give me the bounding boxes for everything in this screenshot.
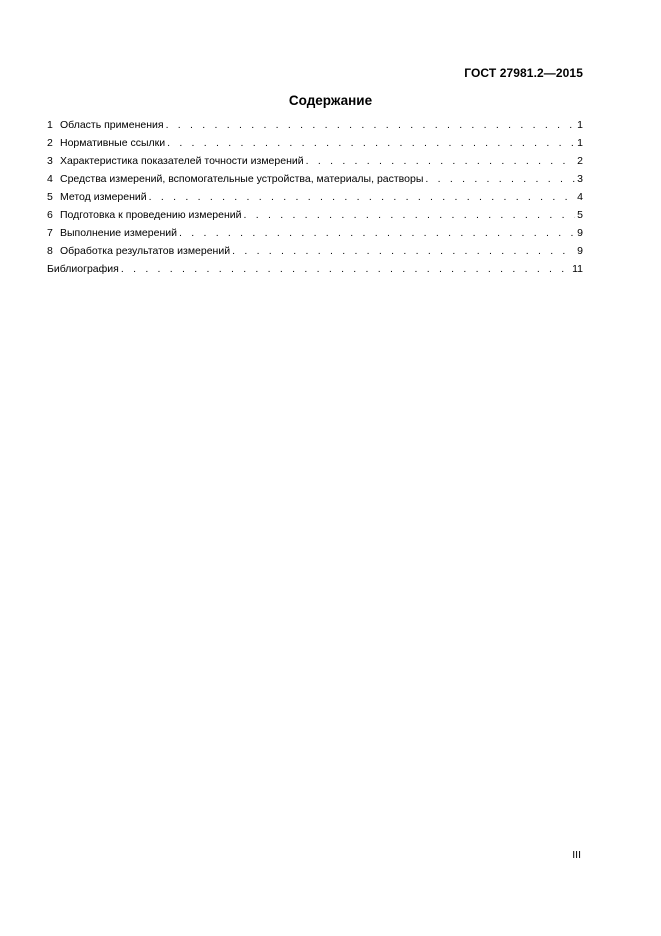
toc-item-title: Область применения <box>60 119 164 131</box>
table-of-contents <box>47 119 583 281</box>
dot-leader <box>425 173 575 185</box>
toc-item-page: 11 <box>572 263 583 275</box>
toc-item-number: 7 <box>47 227 53 239</box>
toc-item-page: 5 <box>577 209 583 221</box>
toc-item-preparation[interactable] <box>47 209 583 227</box>
toc-item-number: 2 <box>47 137 53 149</box>
toc-item-scope[interactable] <box>47 119 583 137</box>
toc-item-performing-measurements[interactable] <box>47 227 583 245</box>
toc-item-title: Подготовка к проведению измерений <box>60 209 242 221</box>
toc-item-number: 6 <box>47 209 53 221</box>
dot-leader <box>179 227 575 239</box>
toc-item-title: Нормативные ссылки <box>60 137 166 149</box>
toc-item-title: Обработка результатов измерений <box>60 245 231 257</box>
toc-item-title: Выполнение измерений <box>60 227 177 239</box>
toc-item-measurement-method[interactable] <box>47 191 583 209</box>
toc-item-measuring-instruments[interactable] <box>47 173 583 191</box>
toc-item-accuracy-characteristics[interactable] <box>47 155 583 173</box>
toc-item-page: 4 <box>577 191 583 203</box>
dot-leader <box>244 209 576 221</box>
toc-item-number: 5 <box>47 191 53 203</box>
toc-item-number: 1 <box>47 119 53 131</box>
toc-item-page: 1 <box>577 137 583 149</box>
toc-item-page: 9 <box>577 245 583 257</box>
dot-leader <box>232 245 575 257</box>
toc-title: Содержание <box>288 93 373 108</box>
dot-leader <box>166 119 576 131</box>
page-number: III <box>572 849 581 861</box>
toc-item-title: Метод измерений <box>60 191 147 203</box>
dot-leader <box>121 263 570 275</box>
toc-item-bibliography[interactable] <box>47 263 583 281</box>
toc-item-page: 1 <box>577 119 583 131</box>
toc-item-page: 2 <box>577 155 583 167</box>
dot-leader <box>306 155 576 167</box>
toc-item-title: Характеристика показателей точности измерений <box>60 155 304 167</box>
toc-item-title: Средства измерений, вспомогательные устройства, материалы, растворы <box>60 173 424 185</box>
toc-item-page: 9 <box>577 227 583 239</box>
toc-item-title: Библиография <box>47 263 119 275</box>
toc-item-normative-references[interactable] <box>47 137 583 155</box>
toc-item-number: 4 <box>47 173 53 185</box>
toc-item-page: 3 <box>577 173 583 185</box>
toc-item-number: 8 <box>47 245 53 257</box>
toc-item-number: 3 <box>47 155 53 167</box>
dot-leader <box>149 191 576 203</box>
toc-item-processing-results[interactable] <box>47 245 583 263</box>
dot-leader <box>167 137 575 149</box>
standard-code: ГОСТ 27981.2—2015 <box>464 66 583 80</box>
